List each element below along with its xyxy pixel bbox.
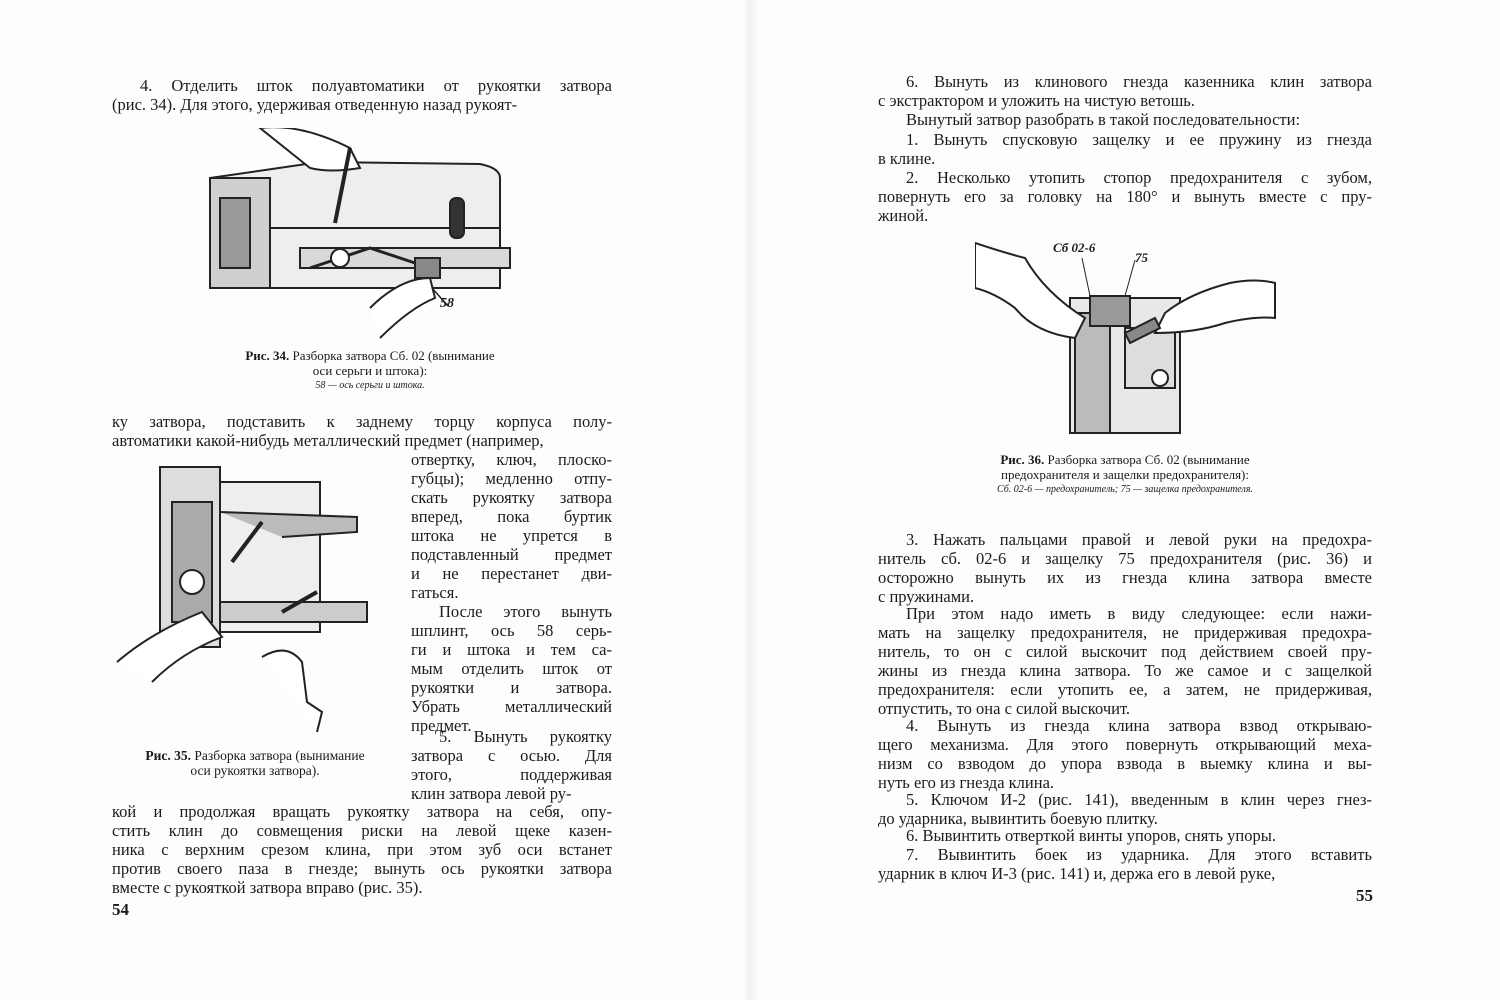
text-line: предохранителя: если утопить ее, а затем, не придерживая, [878, 680, 1372, 699]
text-line: нитель сб. 02-6 и защелку 75 предохранителя (рис. 36) и [878, 549, 1372, 568]
text-line: При этом надо иметь в виду следующее: если нажи- [906, 604, 1372, 623]
text-line: повернуть его за головку на 180° и вынуть вместе с пру- [878, 187, 1372, 206]
figure-36-caption-lead: Рис. 36. [1000, 452, 1045, 467]
text-line: клин затвора левой ру- [411, 784, 572, 803]
figure-35-caption-line2: оси рукоятки затвора). [190, 763, 320, 778]
text-line: мым отделить шток от [411, 659, 612, 678]
step6-paragraph [878, 72, 1372, 110]
text-line: скать рукоятку затвора [411, 488, 612, 507]
text-line: (рис. 34). Для этого, удерживая отведенную назад рукоят- [112, 95, 518, 114]
text-line: 1. Вынуть спусковую защелку и ее пружину из гнезда [906, 130, 1372, 149]
sub-step7-paragraph [878, 845, 1372, 883]
text-line: щего механизма. Для этого повернуть открывающий меха- [878, 735, 1372, 754]
text-line: губцы); медленно отпу- [411, 469, 612, 488]
text-line: ги и штока и тем са- [411, 640, 612, 659]
sub-step4-paragraph [878, 716, 1372, 792]
text-line: отвертку, ключ, плоско- [411, 450, 612, 469]
text-line: стить клин до совмещения риски на левой щеке казен- [112, 821, 612, 840]
figure-35-caption [105, 748, 405, 778]
sub-step2-paragraph [878, 168, 1372, 225]
text-line: ударник в ключ И-3 (рис. 141) и, держа его в левой руке, [878, 864, 1276, 883]
figure-34-callout: 58 [440, 296, 454, 311]
text-line: низм со взводом до упора взвода в выемку клина и вы- [878, 754, 1372, 773]
text-line: шплинт, ось 58 серь- [411, 621, 612, 640]
text-line: нуть его из гнезда клина. [878, 773, 1055, 792]
text-line: 3. Нажать пальцами правой и левой руки на предохра- [906, 530, 1372, 549]
figure-34-caption-legend: 58 — ось серьги и штока. [315, 380, 425, 391]
figure-36-label-75: 75 [1135, 250, 1148, 265]
text-line: Убрать металлический [411, 697, 612, 716]
text-line: подставленный предмет [411, 545, 612, 564]
text-line: автоматики какой-нибудь металлический предмет (например, [112, 431, 544, 450]
text-line: 7. Вывинтить боек из ударника. Для этого вставить [906, 845, 1372, 864]
text-line: После этого вынуть [439, 602, 612, 621]
continuation-paragraph [112, 412, 612, 450]
text-line: и не перестанет дви- [411, 564, 612, 583]
text-line: жины из гнезда клина затвора. То же самое и с защелкой [878, 661, 1372, 680]
figure-36-illustration [975, 238, 1285, 438]
text-line: гаться. [411, 583, 459, 602]
step5-full-paragraph [112, 802, 612, 897]
text-line: 2. Несколько утопить стопор предохранителя с зубом, [906, 168, 1372, 187]
text-line: против своего паза в гнезде; вынуть ось рукоятки затвора [112, 859, 612, 878]
text-line: с экстрактором и уложить на чистую ветошь. [878, 91, 1195, 110]
text-line: 5. Вынуть рукоятку [439, 727, 612, 746]
note-paragraph [878, 604, 1372, 718]
text-line: этого, поддерживая [411, 765, 612, 784]
text-line: отпустить, то она с силой выскочит. [878, 699, 1131, 718]
text-line: 5. Ключом И-2 (рис. 141), введенным в клин через гнез- [906, 790, 1372, 809]
sub-step1-paragraph [878, 130, 1372, 168]
figure-34-caption-line2: оси серьги и штока): [312, 363, 428, 378]
text-line: 6. Вывинтить отверткой винты упоров, снять упоры. [906, 826, 1276, 845]
text-line: ника с верхним срезом клина, при этом зуб оси встанет [112, 840, 612, 859]
text-line: осторожно вынуть их из гнезда клина затвора вместе [878, 568, 1372, 587]
figure-34-caption-line1: Разборка затвора Сб. 02 (вынимание [289, 348, 495, 363]
figure-34-caption-lead: Рис. 34. [245, 348, 290, 363]
text-line: в клине. [878, 149, 936, 168]
figure-35-illustration [112, 462, 382, 737]
figure-35-caption-lead: Рис. 35. [145, 748, 192, 763]
after-this-paragraph [411, 602, 612, 735]
text-line: Вынутый затвор разобрать в такой последовательности: [906, 110, 1301, 129]
text-line: предмет. [411, 716, 472, 735]
continuation-narrow-paragraph [411, 450, 612, 602]
text-line: 4. Отделить шток полуавтоматики от рукоятки затвора [140, 76, 612, 95]
text-line: ку затвора, подставить к заднему торцу корпуса полу- [112, 412, 612, 431]
text-line: нитель, то он с силой выскочит под действием своей пру- [878, 642, 1372, 661]
step5-narrow-paragraph [411, 727, 612, 803]
figure-36-caption-line2: предохранителя и защелки предохранителя): [1001, 467, 1249, 482]
text-line: вперед, пока буртик [411, 507, 612, 526]
text-line: затвора с осью. Для [411, 746, 612, 765]
text-line: штока не упрется в [411, 526, 612, 545]
right-page [750, 0, 1500, 1000]
text-line: вместе с рукояткой затвора вправо (рис. 35). [112, 878, 423, 897]
order-paragraph [878, 110, 1372, 129]
sub-step3-paragraph [878, 530, 1372, 606]
figure-34-illustration [200, 128, 520, 346]
text-line: кой и продолжая вращать рукоятку затвора на себя, опу- [112, 802, 612, 821]
text-line: мать на защелку предохранителя, не придерживая предохра- [878, 623, 1372, 642]
figure-36-caption-line1: Разборка затвора Сб. 02 (вынимание [1044, 452, 1250, 467]
figure-35-caption-line1: Разборка затвора (вынимание [191, 748, 365, 763]
figure-36-caption-legend: Сб. 02-6 — предохранитель; 75 — защелка предохранителя. [996, 484, 1254, 495]
figure-36-caption [935, 452, 1315, 497]
sub-step6-paragraph [878, 826, 1372, 845]
text-line: 6. Вынуть из клинового гнезда казенника клин затвора [906, 72, 1372, 91]
text-line: рукоятки и затвора. [411, 678, 612, 697]
page-number-left: 54 [112, 900, 129, 919]
figure-34-caption [180, 348, 560, 393]
text-line: 4. Вынуть из гнезда клина затвора взвод открываю- [906, 716, 1372, 735]
text-line: жиной. [878, 206, 929, 225]
figure-36-label-sb02-6: Сб 02-6 [1053, 240, 1096, 255]
text-line: до ударника, вывинтить боевую плитку. [878, 809, 1158, 828]
text-line: с пружинами. [878, 587, 975, 606]
page-number-right: 55 [1356, 886, 1373, 905]
step4-paragraph [112, 76, 612, 114]
sub-step5-paragraph [878, 790, 1372, 828]
